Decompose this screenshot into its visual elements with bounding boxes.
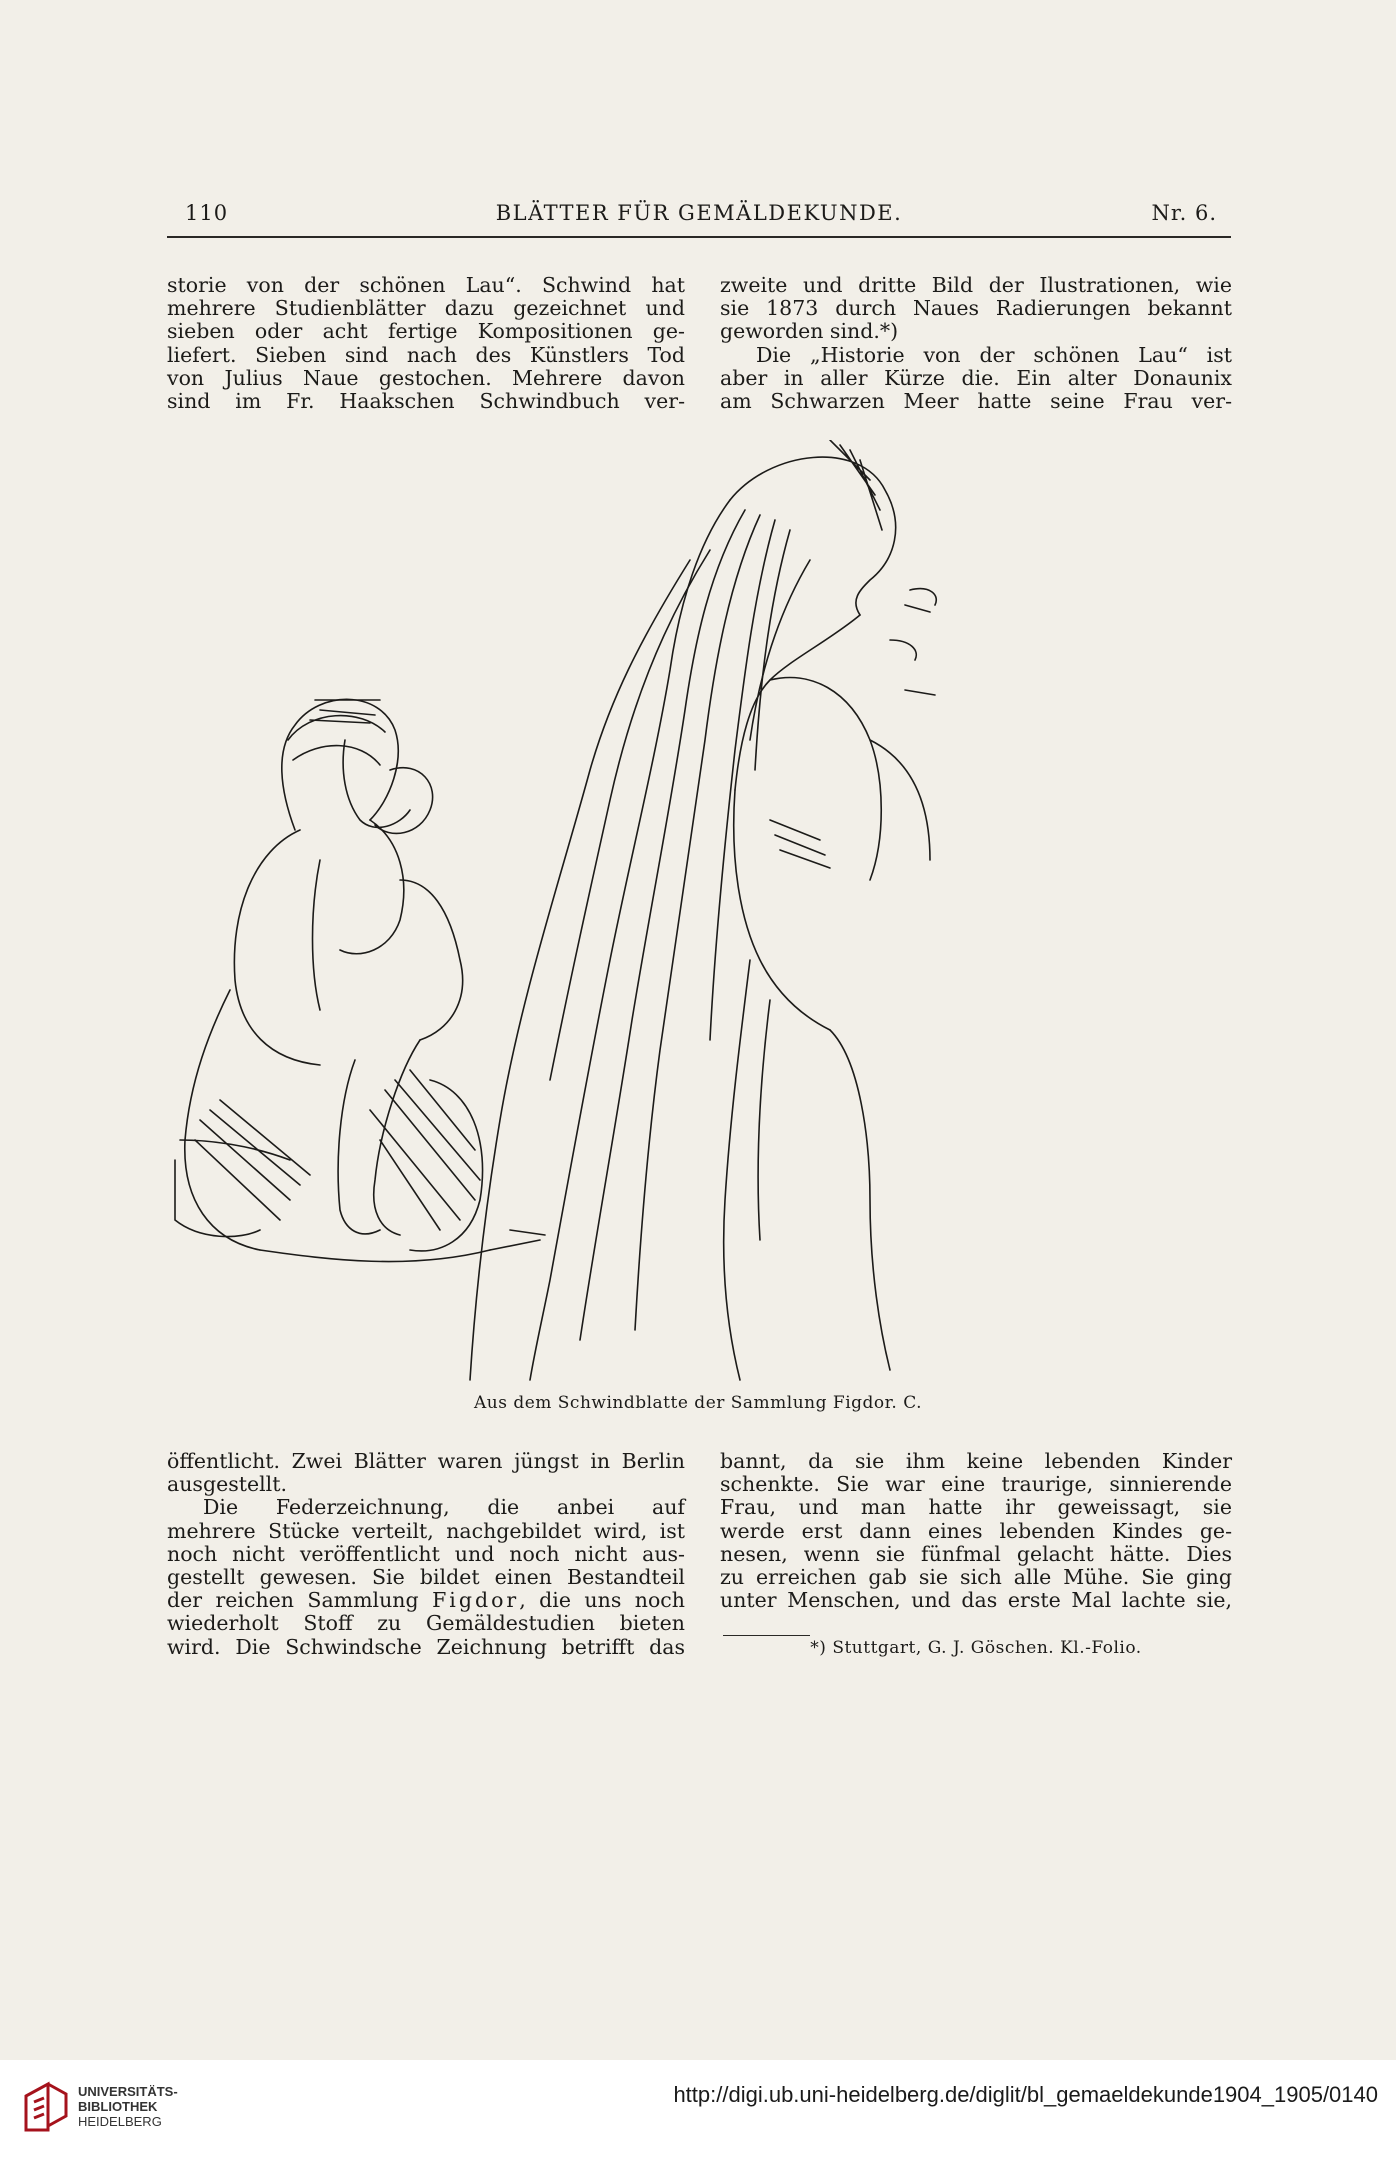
bottom-left-column (167, 1450, 685, 1659)
running-head (167, 201, 1231, 235)
text-line: gestellt gewesen. Sie bildet einen Bestandteil (167, 1565, 685, 1590)
text-line: öffentlicht. Zwei Blätter waren jüngst in Berlin (167, 1449, 685, 1473)
top-left-column (167, 274, 685, 413)
text-line: sie 1873 durch Naues Radierungen bekannt (720, 296, 1232, 321)
collection-name: Figdor (432, 1588, 520, 1613)
source-url-link[interactable]: http://digi.ub.uni-heidelberg.de/diglit/bl_gemaeldekunde1904_1905/0140 (673, 2082, 1378, 2107)
text-line: mehrere Studienblätter dazu gezeichnet und (167, 296, 685, 321)
text-line: sind im Fr. Haakschen Schwindbuch ver- (167, 389, 685, 414)
text-line: sieben oder acht fertige Kompositionen ge- (167, 319, 685, 344)
institution-line: BIBLIOTHEK (78, 2099, 158, 2114)
text-line: Die „Historie von der schönen Lau“ ist (756, 342, 1232, 367)
text-line: werde erst dann eines lebenden Kindes ge- (720, 1518, 1232, 1543)
text-line: wiederholt Stoff zu Gemäldestudien bieten (167, 1611, 685, 1636)
text-line: liefert. Sieben sind nach des Künstlers Tod (167, 342, 685, 367)
text-line (167, 1589, 685, 1612)
library-logo-icon (18, 2076, 80, 2138)
text-line: ausgestellt. (167, 1472, 287, 1497)
footnote-rule (723, 1635, 810, 1636)
institution-name (78, 2084, 178, 2129)
text-line: bannt, da sie ihm keine lebenden Kinder (720, 1449, 1232, 1473)
text-line: storie von der schönen Lau“. Schwind hat (167, 273, 685, 297)
header-rule (167, 236, 1231, 238)
text-fragment: der reichen Sammlung (167, 1588, 433, 1613)
text-line: nesen, wenn sie fünfmal gelacht hätte. Dies (720, 1541, 1232, 1566)
text-line: geworden sind.*) (720, 319, 899, 344)
issue-number: Nr. 6. (1151, 201, 1217, 225)
library-footer (0, 2060, 1396, 2162)
text-line: von Julius Naue gestochen. Mehrere davon (167, 365, 685, 390)
pen-drawing-illustration (170, 440, 1230, 1390)
text-line: noch nicht veröffentlicht und noch nicht aus- (167, 1541, 685, 1566)
institution-line: UNIVERSITÄTS- (78, 2084, 178, 2099)
journal-title: BLÄTTER FÜR GEMÄLDEKUNDE. (495, 201, 903, 225)
text-line: Frau, und man hatte ihr geweissagt, sie (720, 1495, 1232, 1520)
text-line: aber in aller Kürze die. Ein alter Donaunix (720, 365, 1232, 390)
text-line: unter Menschen, und das erste Mal lachte sie, (720, 1588, 1232, 1613)
institution-line: HEIDELBERG (78, 2114, 162, 2129)
text-line: Die Federzeichnung, die anbei auf (203, 1495, 685, 1520)
woman-figure-drawing (470, 440, 936, 1380)
footnote: *) Stuttgart, G. J. Göschen. Kl.-Folio. (810, 1638, 1142, 1658)
text-line: zweite und dritte Bild der Ilustrationen, wie (720, 273, 1232, 297)
text-fragment: , die uns noch (519, 1588, 685, 1613)
text-line: am Schwarzen Meer hatte seine Frau ver- (720, 389, 1232, 414)
text-line: schenkte. Sie war eine traurige, sinnierende (720, 1472, 1232, 1497)
top-right-column (720, 274, 1232, 413)
text-line: mehrere Stücke verteilt, nachgebildet wird, ist (167, 1518, 685, 1543)
page-number: 110 (185, 201, 229, 225)
child-figure-drawing (175, 699, 545, 1261)
text-line: zu erreichen gab sie sich alle Mühe. Sie ging (720, 1565, 1232, 1590)
bottom-right-column (720, 1450, 1232, 1612)
text-line: wird. Die Schwindsche Zeichnung betrifft das (167, 1634, 685, 1659)
figure-caption: Aus dem Schwindblatte der Sammlung Figdor. C. (473, 1393, 923, 1413)
